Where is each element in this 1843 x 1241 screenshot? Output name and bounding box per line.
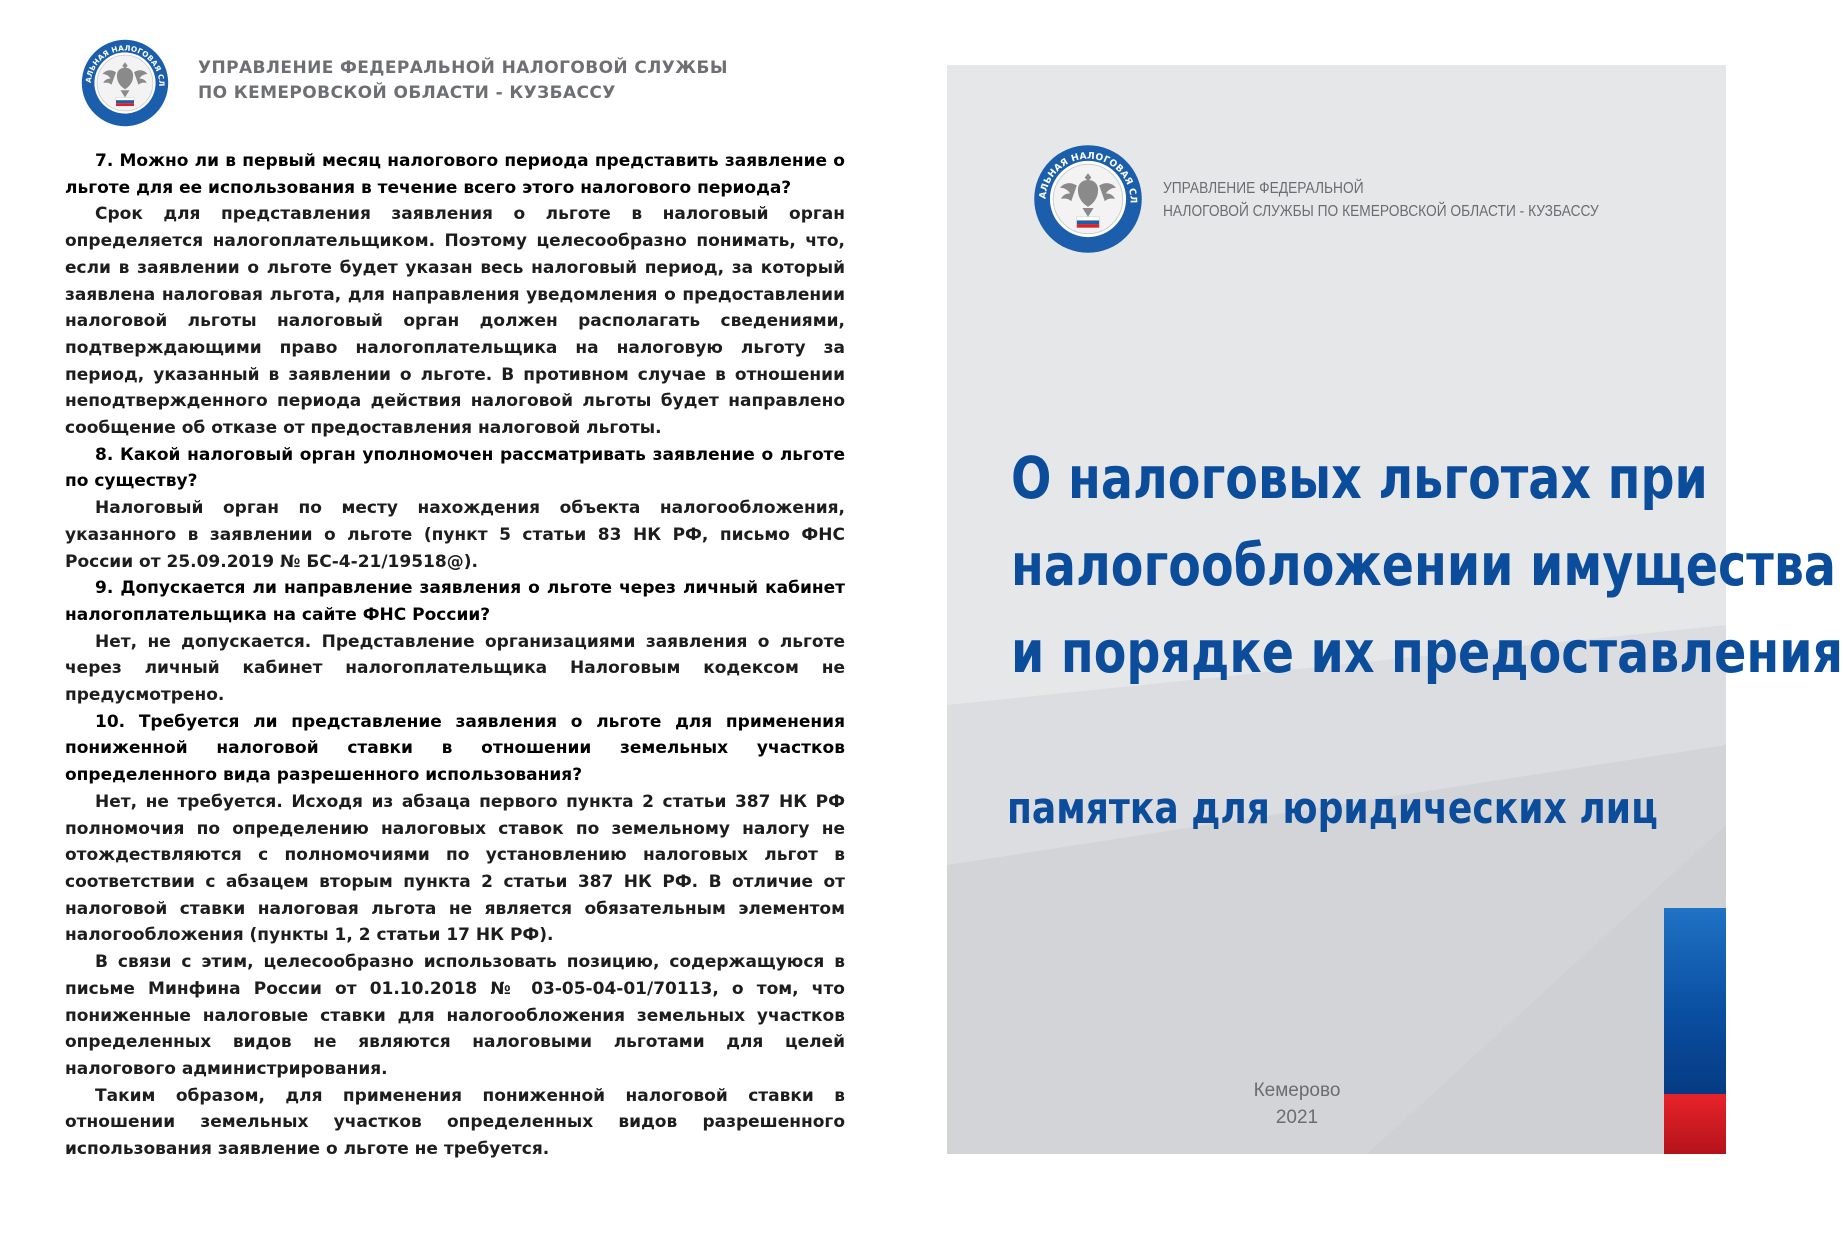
cover-org-line-1: УПРАВЛЕНИЕ ФЕДЕРАЛЬНОЙ (1163, 180, 1364, 197)
cover-title-line-3: и порядке их предоставления (1011, 618, 1843, 686)
cover-org-name (1163, 177, 1599, 223)
org-name-line-1: УПРАВЛЕНИЕ ФЕДЕРАЛЬНОЙ НАЛОГОВОЙ СЛУЖБЫ (198, 58, 728, 78)
cover-subtitle: памятка для юридических лиц (1007, 783, 1658, 834)
answer-9: Нет, не допускается. Представление организациями заявления о льготе через личный кабинет налогоплательщика Налоговым кодексом не предусмотрено. (65, 631, 845, 706)
page-header (80, 38, 740, 128)
answer-10-part-2: В связи с этим, целесообразно использовать позицию, содержащуюся в письме Минфина России от 01.10.2018 № 03-05-04-01/70113, о том, что пониженные налоговые ставки для налогообложения земельных участков определенных видов не являются налоговыми льготами для целей налогового администрирования. (65, 952, 845, 1079)
answer-7: Срок для представления заявления о льготе в налоговый орган определяется налогоплательщиком. Поэтому целесообразно понимать, что, если в заявлении о льготе будет указан весь налоговый период, за который заявлена налоговая льгота, для направления уведомления о предоставлении налоговой льготы налоговый орган должен располагать сведениями, подтверждающими право налогоплательщика на налоговую льготу за период, указанный в заявлении о льготе. В противном случае в отношении неподтвержденного периода действия налоговой льготы будет направлено сообщение об отказе от предоставления налоговой льготы. (65, 204, 845, 439)
question-7: 7. Можно ли в первый месяц налогового периода представить заявление о льготе для ее использования в течение всего этого налогового периода? (65, 151, 845, 198)
answer-10-part-3: Таким образом, для применения пониженной налоговой ставки в отношении земельных участков определенных видов разрешенного использования заявление о льготе не требуется. (65, 1085, 845, 1160)
russian-flag-stripe (1664, 908, 1726, 1154)
cover-title (1011, 435, 1843, 696)
faq-article (65, 148, 845, 1163)
brochure-cover (947, 65, 1843, 1154)
fns-emblem-icon (1032, 143, 1144, 255)
flag-blue-band (1664, 908, 1726, 1094)
question-10: 10. Требуется ли представление заявления о льготе для применения пониженной налоговой ставки в отношении земельных участков определенного вида разрешенного использования? (65, 711, 845, 786)
answer-10-part-1: Нет, не требуется. Исходя из абзаца первого пункта 2 статьи 387 НК РФ полномочия по определению налоговых ставок по земельному налогу не отождествляются с полномочиями по установлению налоговых льгот в соответствии с абзацем вторым пункта 2 статьи 387 НК РФ. В отличие от налоговой ставки налоговая льгота не является обязательным элементом налогообложения (пункты 1, 2 статьи 17 НК РФ). (65, 791, 845, 946)
cover-imprint (1227, 1077, 1367, 1131)
org-name (198, 56, 728, 106)
cover-year: 2021 (1275, 1107, 1319, 1128)
question-8: 8. Какой налоговый орган уполномочен рассматривать заявление о льготе по существу? (65, 444, 845, 492)
answer-8: Налоговый орган по месту нахождения объекта налогообложения, указанного в заявлении о льготе (пункт 5 статьи 83 НК РФ, письмо ФНС России от 25.09.2019 № БС-4-21/19518@). (65, 498, 845, 572)
cover-org-line-2: НАЛОГОВОЙ СЛУЖБЫ ПО КЕМЕРОВСКОЙ ОБЛАСТИ - КУЗБАССУ (1163, 203, 1599, 220)
cover-city: Кемерово (1253, 1080, 1341, 1101)
cover-title-line-2: налогообложении имущества (1011, 531, 1837, 599)
flag-red-band (1664, 1094, 1726, 1154)
cover-title-line-1: О налоговых льготах при (1011, 444, 1708, 512)
fns-emblem-icon (80, 38, 170, 128)
org-name-line-2: ПО КЕМЕРОВСКОЙ ОБЛАСТИ - КУЗБАССУ (198, 83, 616, 103)
question-9: 9. Допускается ли направление заявления о льготе через личный кабинет налогоплательщика на сайте ФНС России? (65, 578, 845, 625)
